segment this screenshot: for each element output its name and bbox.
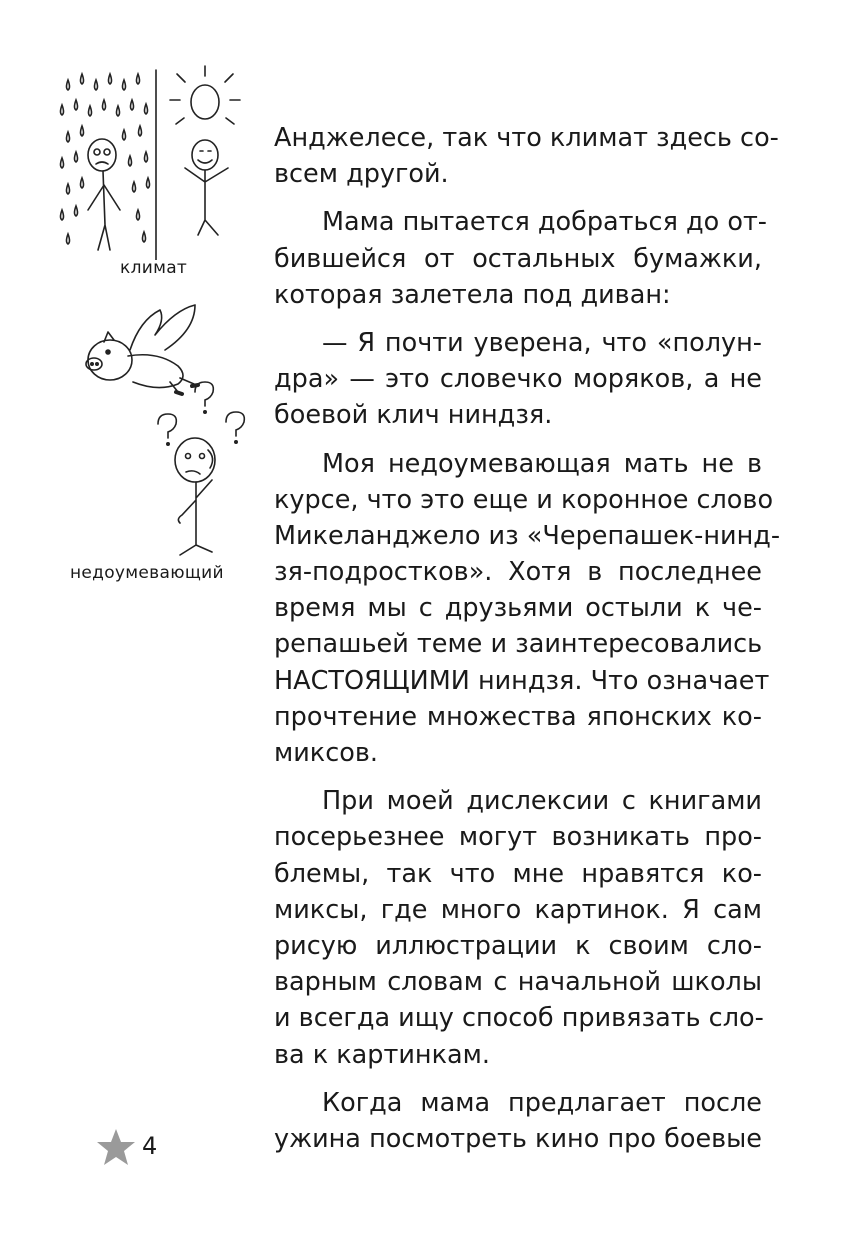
text-line: Мама пытается добраться до от- <box>322 207 768 238</box>
text-line: курсе, что это еще и коронное слово <box>274 484 774 515</box>
text-line: дра» — это словечко моряков, а не <box>274 364 762 395</box>
text-line: бившейся от остальных бумажки, <box>274 243 762 274</box>
text-line: посерьезнее могут возникать про- <box>274 822 762 853</box>
text-line: время мы с друзьями остыли к че- <box>274 593 762 624</box>
page-folio <box>96 1128 186 1168</box>
text-line: миксов. <box>274 738 378 768</box>
text-line: прочтение множества японских ко- <box>274 701 762 732</box>
text-line: ва к картинкам. <box>274 1039 490 1070</box>
star-icon <box>96 1128 136 1166</box>
text-line: НАСТОЯЩИМИ ниндзя. Что означает <box>274 665 770 696</box>
page-number: 4 <box>142 1132 158 1160</box>
text-line: зя-подростков». Хотя в последнее <box>274 557 762 588</box>
text-line: Моя недоумевающая мать не в <box>322 448 762 479</box>
text-line: — Я почти уверена, что «полун- <box>322 327 762 358</box>
text-line: Когда мама предлагает после <box>322 1087 762 1118</box>
puzzled-stickman-icon <box>150 380 270 560</box>
text-line: миксы, где много картинок. Я сам <box>274 894 762 925</box>
body-text <box>274 120 781 1157</box>
text-line: репашьей теме и заинтересовались <box>274 629 763 660</box>
illustration-caption-climate: климат <box>120 258 188 278</box>
text-line: всем другой. <box>274 159 449 190</box>
text-line: рисую иллюстрации к своим сло- <box>274 930 762 961</box>
rain-and-sun-climate-icon <box>50 60 250 260</box>
text-line: блемы, так что мне нравятся ко- <box>274 858 762 889</box>
illustration-caption-puzzled: недоумевающий <box>70 563 224 583</box>
text-line: ужина посмотреть кино про боевые <box>274 1123 762 1154</box>
text-line: Микеланджело из «Черепашек-нинд- <box>274 520 781 551</box>
text-line: боевой клич ниндзя. <box>274 400 553 431</box>
text-line: Анджелесе, так что климат здесь со- <box>274 123 779 153</box>
text-line: и всегда ищу способ привязать сло- <box>274 1003 764 1034</box>
text-line: которая залетела под диван: <box>274 279 671 310</box>
text-line: варным словам с начальной школы <box>274 967 762 998</box>
text-line: При моей дислексии с книгами <box>322 786 762 817</box>
